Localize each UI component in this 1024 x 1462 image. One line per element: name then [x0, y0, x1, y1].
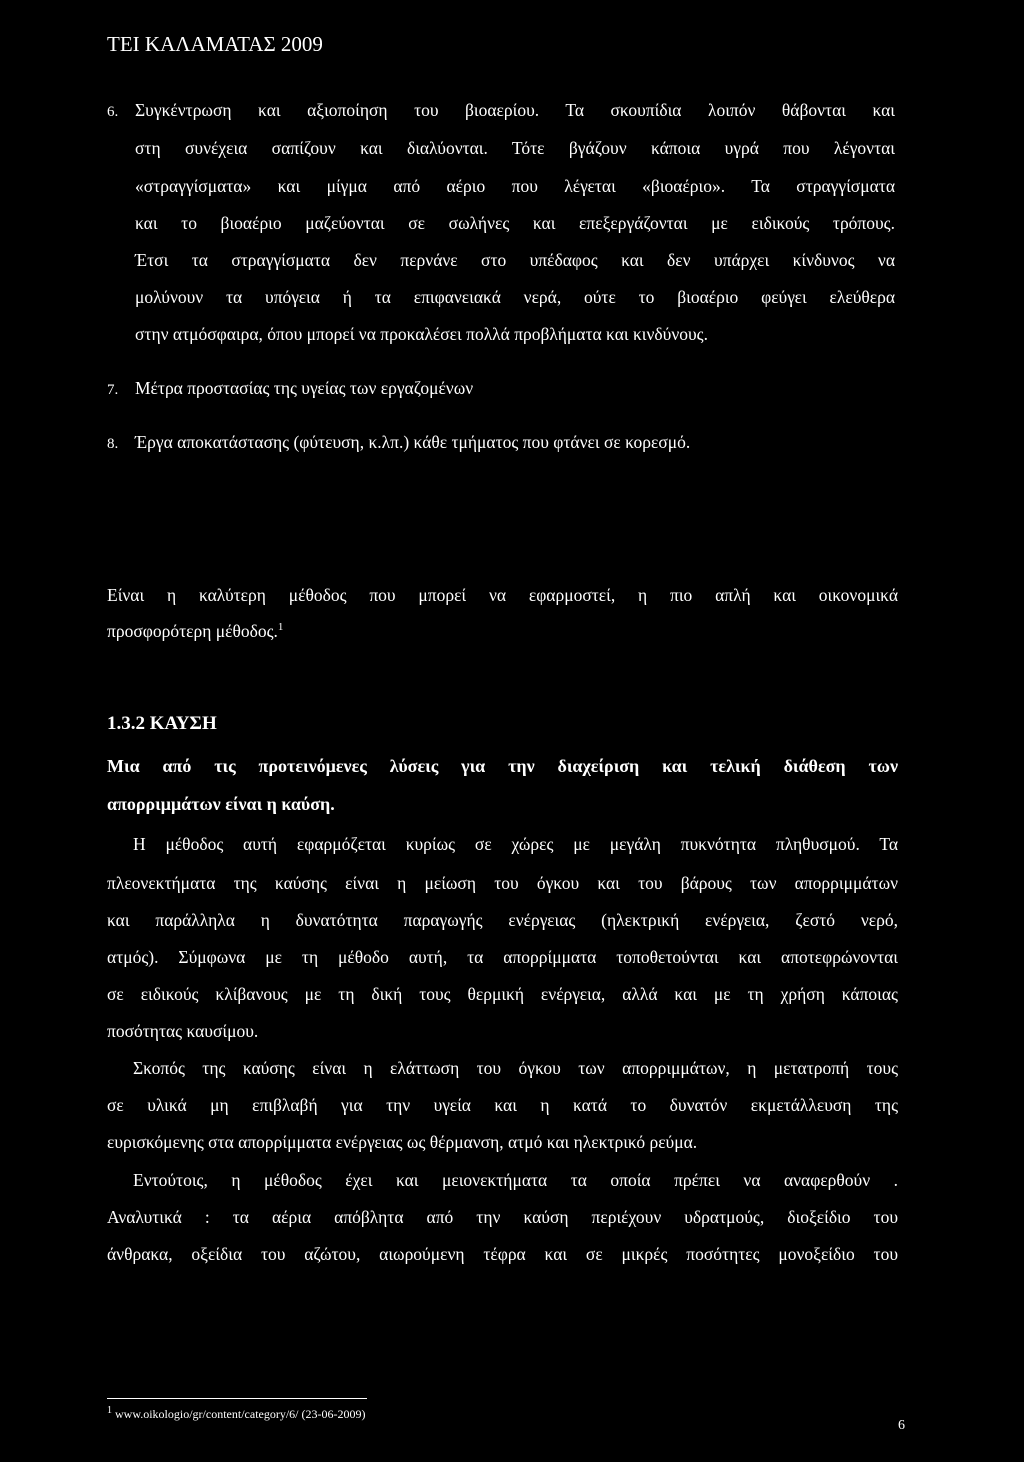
list-item-text-line: «στραγγίσματα» και μίγμα από αέριο που λέγεται «βιοαέριο». Τα στραγγίσματα [135, 176, 895, 196]
footnote-divider [107, 1398, 367, 1399]
list-item-text: Συγκέντρωση και αξιοποίηση του βιοαερίου. Τα σκουπίδια λοιπόν θάβονται και [135, 100, 895, 120]
paragraph-line: ευρισκόμενης στα απορρίμματα ενέργειας ως θέρμανση, ατμό και ηλεκτρικό ρεύμα. [107, 1132, 698, 1152]
list-item-text: Έργα αποκατάστασης (φύτευση, κ.λπ.) κάθε τμήματος που φτάνει σε κορεσμό. [135, 432, 691, 452]
paragraph-line: και παράλληλα η δυνατότητα παραγωγής ενέργειας (ηλεκτρική ενέργεια, ζεστό νερό, [107, 910, 898, 930]
paragraph-line: σε υλικά μη επιβλαβή για την υγεία και η κατά το δυνατόν εκμετάλλευση της [107, 1095, 898, 1115]
list-item-text-line: στην ατμόσφαιρα, όπου μπορεί να προκαλέσει πολλά προβλήματα και κινδύνους. [135, 324, 708, 344]
list-item-text-line: μολύνουν τα υπόγεια ή τα επιφανειακά νερά, ούτε το βιοαέριο φεύγει ελεύθερα [135, 287, 895, 307]
paragraph-line: ποσότητας καυσίμου. [107, 1021, 259, 1041]
list-item-6 [107, 100, 895, 121]
page-number: 6 [898, 1418, 905, 1433]
paragraph-line: Η μέθοδος αυτή εφαρμόζεται κυρίως σε χώρες με μεγάλη πυκνότητα πληθυσμού. Τα [133, 834, 898, 854]
list-item-text-line: στη συνέχεια σαπίζουν και διαλύονται. Τότε βγάζουν κάποια υγρά που λέγονται [135, 138, 895, 158]
summary-line [107, 621, 283, 642]
paragraph-line: Εντούτοις, η μέθοδος έχει και μειονεκτήματα τα οποία πρέπει να αναφερθούν . [133, 1170, 898, 1190]
summary-line: Είναι η καλύτερη μέθοδος που μπορεί να εφαρμοστεί, η πιο απλή και οικονομικά [107, 585, 898, 605]
page-header: ΤΕΙ ΚΑΛΑΜΑΤΑΣ 2009 [107, 32, 323, 56]
footnote [107, 1405, 366, 1422]
paragraph-line: ατμός). Σύμφωνα με τη μέθοδο αυτή, τα απορρίμματα τοποθετούνται και αποτεφρώνονται [107, 947, 898, 967]
list-item-text-line: και το βιοαέριο μαζεύονται σε σωλήνες και επεξεργάζονται με ειδικούς τρόπους. [135, 213, 895, 233]
list-item-text: Μέτρα προστασίας της υγείας των εργαζομένων [135, 378, 474, 398]
paragraph-line: σε ειδικούς κλίβανους με τη δική τους θερμική ενέργεια, αλλά και με τη χρήση κάποιας [107, 984, 898, 1004]
list-item-8 [107, 432, 690, 453]
section-heading: 1.3.2 ΚΑΥΣΗ [107, 713, 217, 734]
footnote-text: www.oikologio/gr/content/category/6/ (23-06-2009) [115, 1407, 366, 1421]
section-intro-line: απορριμμάτων είναι η καύση. [107, 794, 335, 814]
list-item-number: 7. [107, 382, 119, 398]
footnote-number: 1 [107, 1405, 112, 1416]
section-intro-line: Μια από τις προτεινόμενες λύσεις για την διαχείριση και τελική διάθεση των [107, 756, 898, 776]
footnote-ref: 1 [277, 621, 284, 634]
list-item-number: 8. [107, 436, 119, 452]
paragraph-line: Σκοπός της καύσης είναι η ελάττωση του όγκου των απορριμμάτων, η μετατροπή τους [133, 1058, 898, 1078]
list-item-text-line: Έτσι τα στραγγίσματα δεν περνάνε στο υπέδαφος και δεν υπάρχει κίνδυνος να [135, 250, 895, 270]
paragraph-line: πλεονεκτήματα της καύσης είναι η μείωση του όγκου και του βάρους των απορριμμάτων [107, 873, 898, 893]
summary-text: προσφορότερη μέθοδος. [107, 621, 278, 641]
paragraph-line: άνθρακα, οξείδια του αζώτου, αιωρούμενη τέφρα και σε μικρές ποσότητες μονοξείδιο του [107, 1244, 898, 1264]
paragraph-line: Αναλυτικά : τα αέρια απόβλητα από την καύση περιέχουν υδρατμούς, διοξείδιο του [107, 1207, 898, 1227]
list-item-number: 6. [107, 104, 119, 120]
list-item-7 [107, 378, 473, 399]
